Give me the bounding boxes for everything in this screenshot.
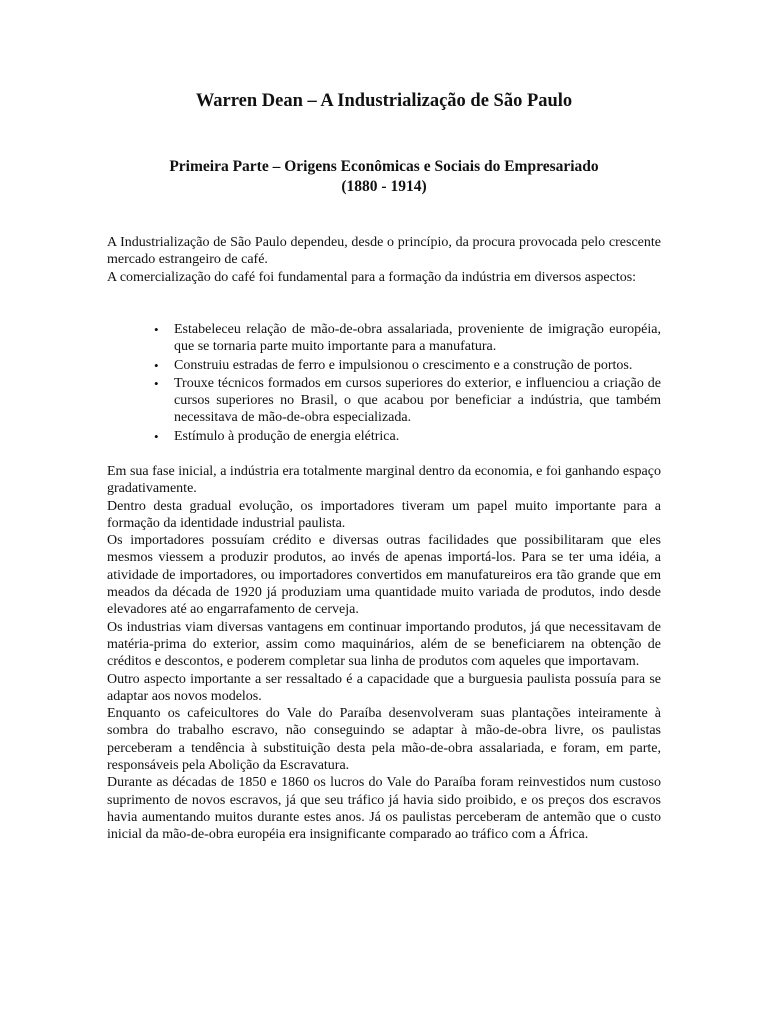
bullet-item	[107, 375, 661, 427]
bullet-icon: •	[154, 375, 159, 391]
intro-paragraph: A comercialização do café foi fundamental para a formação da indústria em diversos aspectos:	[107, 269, 637, 285]
body-paragraph: Em sua fase inicial, a indústria era totalmente marginal dentro da economia, e foi ganhando espaço gradativamente.	[107, 464, 661, 497]
body-paragraph: Durante as décadas de 1850 e 1860 os lucros do Vale do Paraíba foram reinvestidos num custoso suprimento de novos escravos, já que seu tráfico já havia sido proibido, e os preços dos escravos havia aumentando muitos durante estes anos. Já os paulistas perceberam de antemão que o custo inicial da mão-de-obra européia era insignificante comparado ao tráfico com a África.	[107, 775, 661, 843]
subtitle-line-2: (1880 - 1914)	[341, 178, 427, 195]
bullet-text: Estímulo à produção de energia elétrica.	[174, 428, 400, 444]
bullet-icon: •	[154, 428, 159, 444]
intro-paragraph: A Industrialização de São Paulo dependeu, desde o princípio, da procura provocada pelo crescente mercado estrangeiro de café.	[107, 235, 661, 268]
main-section	[107, 463, 661, 844]
bullet-text: Trouxe técnicos formados em cursos superiores do exterior, e influenciou a criação de cursos superiores no Brasil, o que acabou por beneficiar a indústria, que também necessitava de mão-de-obra especializada.	[174, 375, 661, 426]
intro-section	[107, 234, 661, 286]
subtitle-line-1: Primeira Parte – Origens Econômicas e Sociais do Empresariado	[169, 158, 599, 175]
body-paragraph: Os industrias viam diversas vantagens em continuar importando produtos, já que necessitavam de matéria-prima do exterior, assim como maquinários, além de se beneficiarem na obtenção de créditos e descontos, e poderem completar sua linha de produtos com aqueles que importavam.	[107, 619, 661, 670]
bullet-text: Estabeleceu relação de mão-de-obra assalariada, proveniente de imigração européia, que se tornaria parte muito importante para a manufatura.	[174, 322, 661, 355]
body-paragraph: Outro aspecto importante a ser ressaltado é a capacidade que a burguesia paulista possuía para se adaptar aos novos modelos.	[107, 671, 661, 704]
bullet-item	[107, 321, 661, 356]
bullet-icon: •	[154, 322, 159, 337]
body-paragraph: Dentro desta gradual evolução, os importadores tiveram um papel muito importante para a formação da identidade industrial paulista.	[107, 498, 661, 531]
bullet-list	[107, 321, 661, 446]
bullet-item	[107, 428, 661, 445]
body-paragraph: Os importadores possuíam crédito e diversas outras facilidades que possibilitaram que eles mesmos viessem a produzir produtos, ao invés de apenas importá-los. Para se ter uma idéia, a atividade de importadores, ou importadores convertidos em manufatureiros era tão grande que em meados da década de 1920 já produziam uma quantidade muito variada de produtos, indo desde elevadores até ao engarrafamento de cerveja.	[107, 533, 661, 618]
bullet-text: Construiu estradas de ferro e impulsionou o crescimento e a construção de portos.	[174, 357, 633, 373]
bullet-icon: •	[154, 357, 159, 373]
body-paragraph: Enquanto os cafeicultores do Vale do Paraíba desenvolveram suas plantações inteiramente à sombra do trabalho escravo, não conseguindo se adaptar à mão-de-obra livre, os paulistas perceberam a tendência à substituição desta pela mão-de-obra assalariada, e foram, em parte, responsáveis pela Abolição da Escravatura.	[107, 706, 661, 774]
document-title: Warren Dean – A Industrialização de São Paulo	[195, 91, 573, 111]
bullet-item	[107, 357, 661, 374]
document-subtitle	[0, 157, 768, 197]
